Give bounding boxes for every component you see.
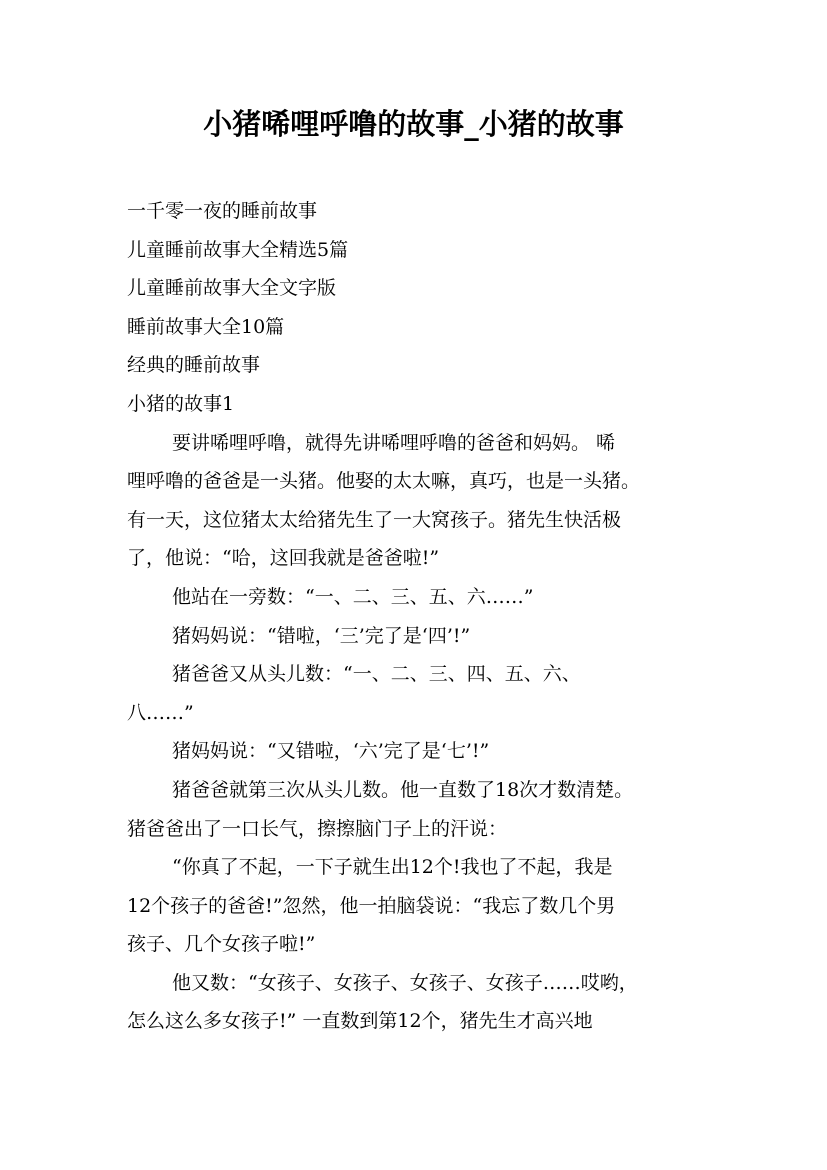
text-line: 他又数：“女孩子、女孩子、女孩子、女孩子……哎哟， [172,971,638,994]
document-body [127,192,707,1041]
text-line: 一千零一夜的睡前故事 [127,200,318,222]
text-line: 有一天，这位猪太太给猪先生了一大窝孩子。猪先生快活极 [127,508,622,531]
text-line: 儿童睡前故事大全精选5篇 [127,238,349,261]
text-line: 睡前故事大全10篇 [127,315,285,338]
text-line: 他站在一旁数：“一、二、三、五、六……” [172,585,534,608]
text-line: 要讲唏哩呼噜，就得先讲唏哩呼噜的爸爸和妈妈。 唏 [172,431,616,454]
text-line: 猪爸爸就第三次从头儿数。他一直数了18次才数清楚。 [172,778,634,801]
text-line: 经典的睡前故事 [127,354,261,377]
text-line: 八……” [127,701,194,724]
text-line: 12个孩子的爸爸!”忽然，他一拍脑袋说：“我忘了数几个男 [127,894,616,917]
page-title: 小猪唏哩呼噜的故事_小猪的故事 [203,107,624,141]
text-line: 猪爸爸又从头儿数：“一、二、三、四、五、六、 [172,663,581,686]
text-line: 儿童睡前故事大全文字版 [127,277,337,300]
text-line: “你真了不起，一下子就生出12个!我也了不起，我是 [172,856,613,879]
text-line: 怎么这么多女孩子!” 一直数到第12个，猪先生才高兴地 [127,1010,593,1033]
text-line: 了，他说：“哈，这回我就是爸爸啦!” [127,547,440,570]
text-line: 小猪的故事1 [127,392,235,415]
text-line: 猪爸爸出了一口长气，擦擦脑门子上的汗说： [127,817,508,840]
text-line: 哩呼噜的爸爸是一头猪。他娶的太太嘛，真巧，也是一头猪。 [127,470,641,493]
text-line: 孩子、几个女孩子啦!” [127,933,316,956]
text-line: 猪妈妈说：“又错啦，‘六’完了是‘七’!” [172,740,490,763]
text-line: 猪妈妈说：“错啦，‘三’完了是‘四’!” [172,624,471,647]
